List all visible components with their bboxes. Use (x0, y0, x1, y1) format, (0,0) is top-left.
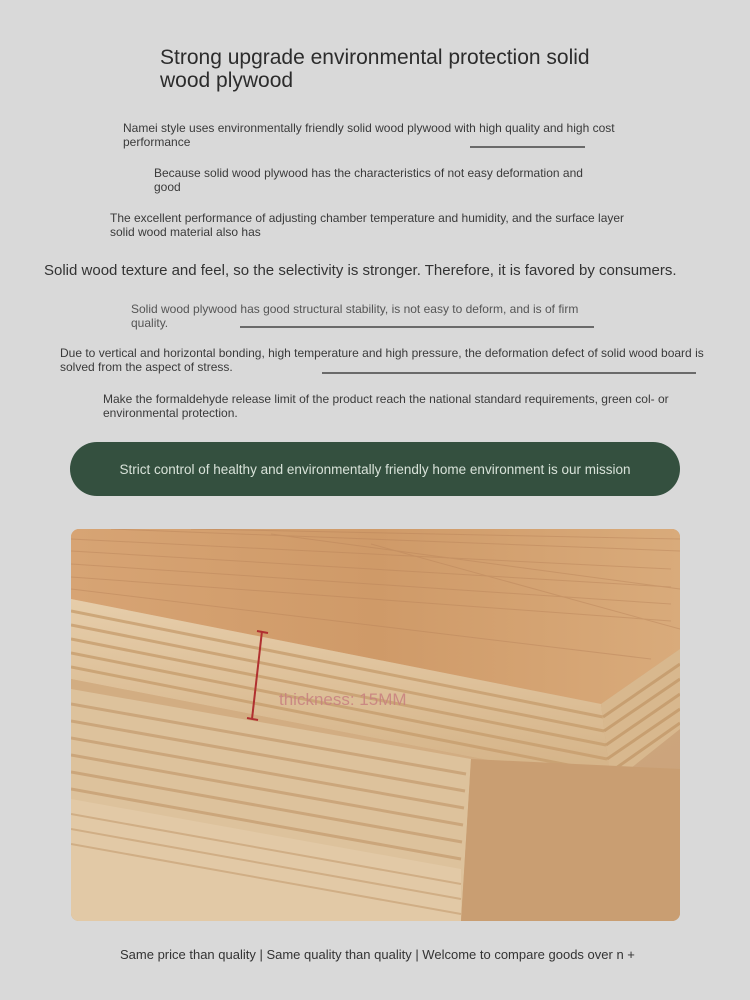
paragraph-2: Because solid wood plywood has the characteristics of not easy deformation and good (154, 166, 583, 194)
page-title: Strong upgrade environmental protection solid wood plywood (160, 46, 590, 92)
paragraph-3: The excellent performance of adjusting chamber temperature and humidity, and the surface layer solid wood material also has (110, 211, 625, 239)
underline-rule (470, 146, 585, 148)
paragraph-7: Make the formaldehyde release limit of the product reach the national standard requirements, green col- or environmental protection. (103, 392, 669, 420)
underline-rule (240, 326, 594, 328)
mission-banner (70, 442, 680, 496)
mission-banner-text: Strict control of healthy and environmentally friendly home environment is our mission (119, 461, 631, 477)
paragraph-1: Namei style uses environmentally friendly solid wood plywood with high quality and high cost performance (123, 121, 615, 149)
plywood-photo (71, 529, 680, 921)
footer-slogan: Same price than quality | Same quality than quality | Welcome to compare goods over n + (120, 947, 635, 962)
paragraph-4: Solid wood texture and feel, so the selectivity is stronger. Therefore, it is favored by consumers. (44, 262, 677, 279)
plywood-illustration (71, 529, 680, 921)
thickness-label: thickness: 15MM (279, 690, 407, 709)
paragraph-6: Due to vertical and horizontal bonding, high temperature and high pressure, the deformation defect of solid wood board is solved from the aspect of stress. (60, 346, 704, 374)
paragraph-5: Solid wood plywood has good structural stability, is not easy to deform, and is of firm quality. (131, 302, 579, 330)
underline-rule (322, 372, 696, 374)
